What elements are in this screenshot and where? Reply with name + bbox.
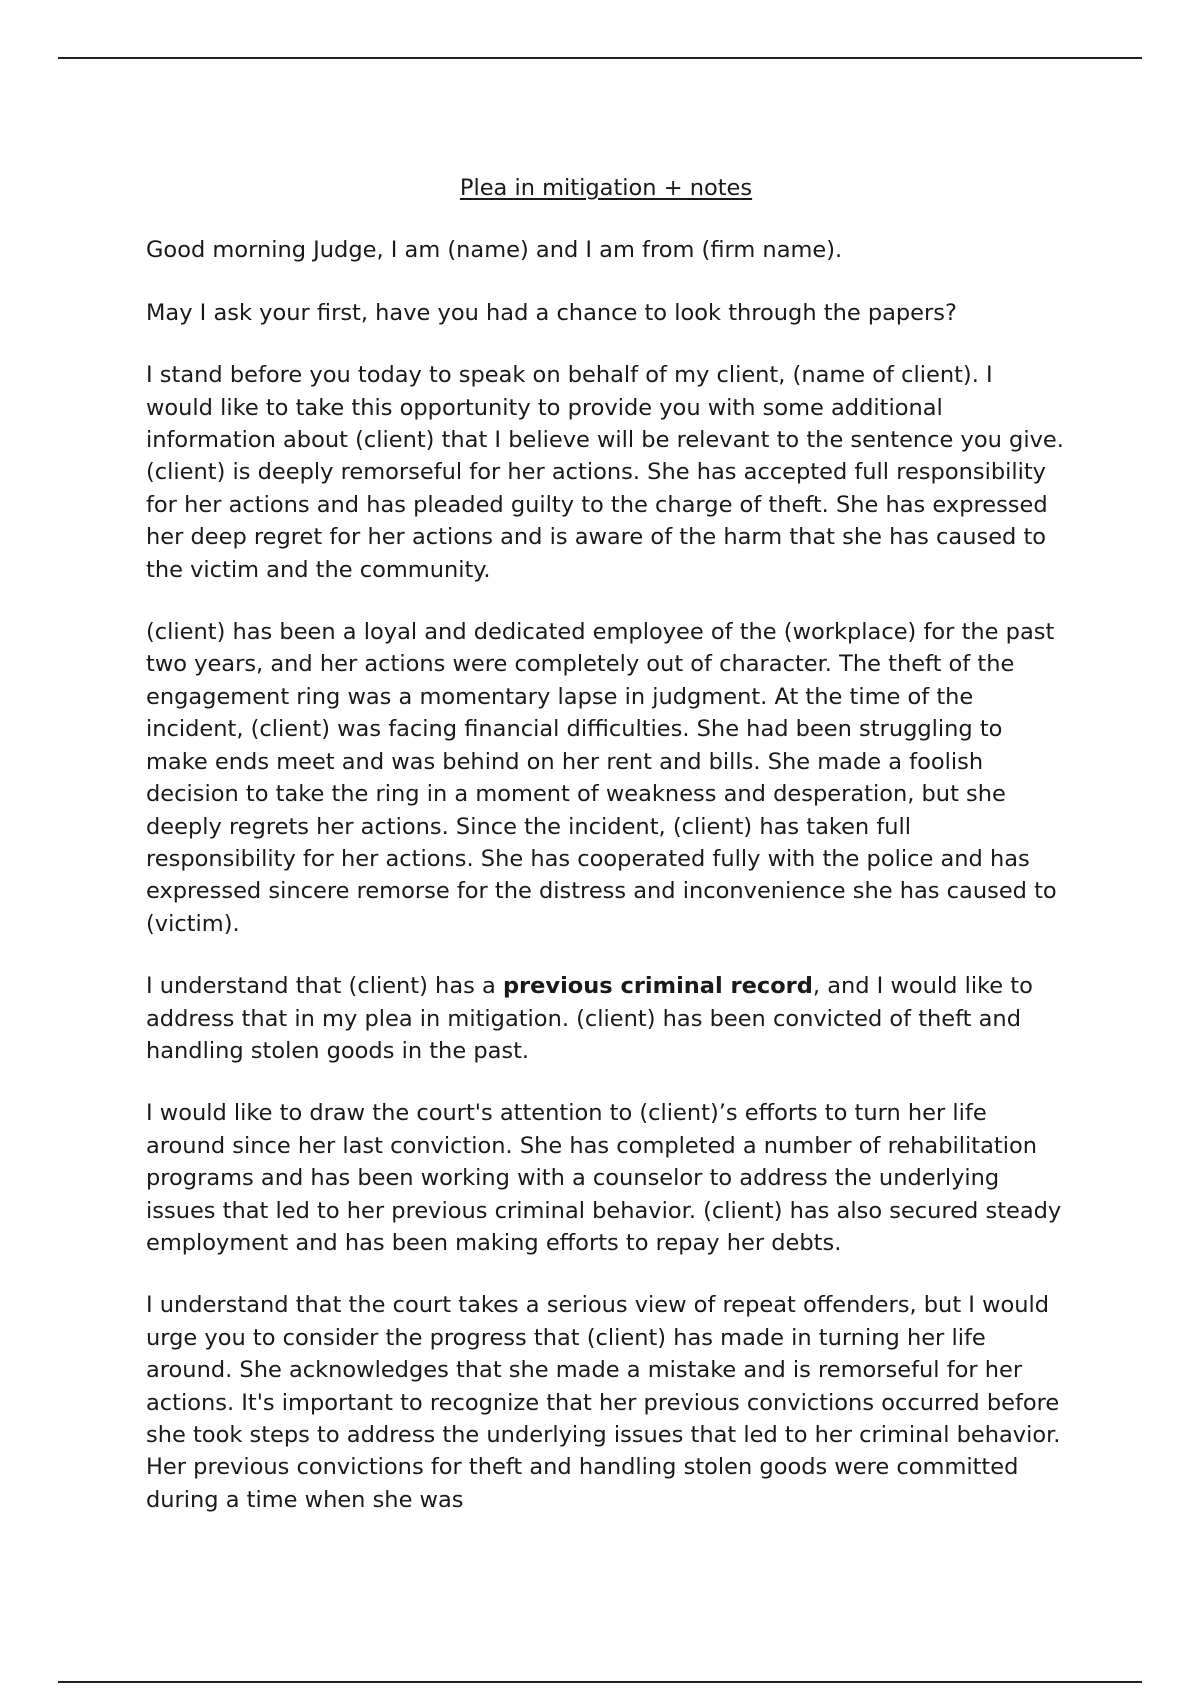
paragraph-criminal-record	[146, 970, 1066, 1067]
paragraph-rehabilitation: I would like to draw the court's attention to (client)’s efforts to turn her life around since her last conviction. She has completed a number of rehabilitation programs and has been working with a counselor to address the underlying issues that led to her previous criminal behavior. (client) has also secured steady employment and has been making efforts to repay her debts.	[146, 1100, 1062, 1256]
paragraph-question: May I ask your first, have you had a chance to look through the papers?	[146, 299, 957, 326]
paragraph-criminal-record-end: , and I would like to address that in my plea in mitigation. (client) has been convicted of theft and handling stolen goods in the past.	[146, 973, 1033, 1064]
paragraph-character: (client) has been a loyal and dedicated employee of the (workplace) for the past two years, and her actions were completely out of character. The theft of the engagement ring was a momentary lapse in judgment. At the time of the incident, (client) was facing financial difficulties. She had been struggling to make ends meet and was behind on her rent and bills. She made a foolish decision to take the ring in a moment of weakness and desperation, but she deeply regrets her actions. Since the incident, (client) has taken full responsibility for her actions. She has cooperated fully with the police and has expressed sincere remorse for the distress and inconvenience she has caused to (victim).	[146, 619, 1057, 937]
document-body	[146, 172, 1066, 1546]
paragraph-criminal-record-start: I understand that (client) has a	[146, 973, 503, 1000]
paragraph-repeat-offenders: I understand that the court takes a serious view of repeat offenders, but I would urge you to consider the progress that (client) has made in turning her life around. She acknowledges that she made a mistake and is remorseful for her actions. It's important to recognize that her previous convictions occurred before she took steps to address the underlying issues that led to her criminal behavior. Her previous convictions for theft and handling stolen goods were committed during a time when she was	[146, 1292, 1061, 1513]
bottom-horizontal-rule	[58, 1681, 1142, 1683]
document-title: Plea in mitigation + notes	[459, 175, 753, 201]
top-horizontal-rule	[58, 57, 1142, 59]
paragraph-greeting: Good morning Judge, I am (name) and I am from (firm name).	[146, 237, 843, 264]
bold-phrase-previous-criminal-record: previous criminal record	[502, 973, 813, 1000]
paragraph-introduction: I stand before you today to speak on behalf of my client, (name of client). I would like to take this opportunity to provide you with some additional information about (client) that I believe will be relevant to the sentence you give. (client) is deeply remorseful for her actions. She has accepted full responsibility for her actions and has pleaded guilty to the charge of theft. She has expressed her deep regret for her actions and is aware of the harm that she has caused to the victim and the community.	[146, 362, 1064, 583]
